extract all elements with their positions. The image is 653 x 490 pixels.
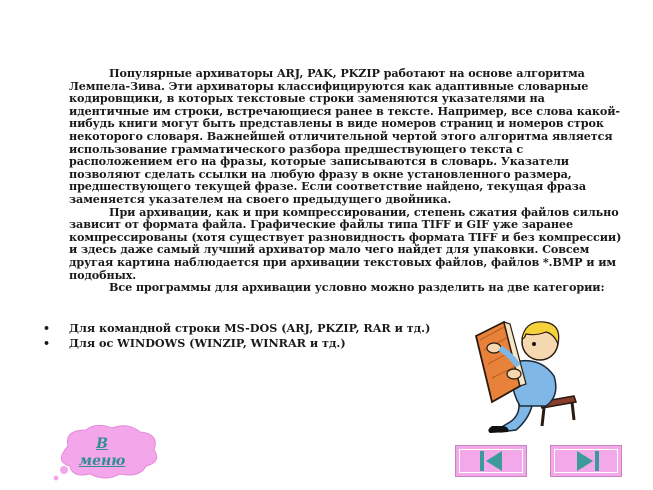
paragraph: Все программы для архивации условно можно разделить на две категории:	[109, 280, 605, 295]
paragraph: Популярные архиваторы ARJ, PAK, PKZIP работают на основе алгоритма Лемпела-Зива. Эти архиваторы классифицируются как адаптивные словарные кодировщики, в которых текстовые строки заменяются указателями на идентичные им строки, встречающиеся ранее в тексте. Например, все слова какой-нибудь книги могут быть представлены в виде номеров страниц и номеров строк некоторого словаря. Важнейшей отличительной чертой этого алгоритма является использование грамматического разбора предшествующего текста с расположением его на фразы, которые записываются в словарь. Указатели позволяют сделать ссылки на любую фразу в окне установленного размера, предшествующего текущей фразе. Если соответствие найдено, текущая фраза заменяется указателем на своего предыдущего двойника.	[69, 66, 620, 206]
menu-link-line2: меню	[78, 453, 126, 469]
body-text	[69, 67, 625, 294]
skip-to-end-icon	[551, 446, 621, 476]
paragraph: При архивации, как и при компрессировании, степень сжатия файлов сильно зависит от формата файла. Графические файлы типа TIFF и GIF уже заранее компрессированы (хотя существует разновидность формата TIFF и без компрессии) и здесь даже самый лучший архиватор мало чего найдет для упаковки. Совсем другая картина наблюдается при архивации текстовых файлов, файлов *.BMP и им подобных.	[69, 204, 622, 282]
first-slide-button[interactable]	[455, 445, 527, 477]
category-list	[40, 321, 430, 351]
menu-link-line1: В	[96, 436, 108, 452]
last-slide-button[interactable]	[550, 445, 622, 477]
menu-link[interactable]	[72, 436, 132, 470]
bullet-icon: •	[43, 337, 51, 350]
child-reading-book-illustration	[470, 316, 580, 434]
list-item-text: Для командной строки MS-DOS (ARJ, PKZIP, RAR и тд.)	[69, 321, 431, 335]
list-item	[40, 336, 430, 351]
list-item	[40, 321, 430, 336]
bullet-icon: •	[43, 322, 51, 335]
list-item-text: Для ос WINDOWS (WINZIP, WINRAR и тд.)	[69, 336, 346, 350]
skip-to-start-icon	[456, 446, 526, 476]
